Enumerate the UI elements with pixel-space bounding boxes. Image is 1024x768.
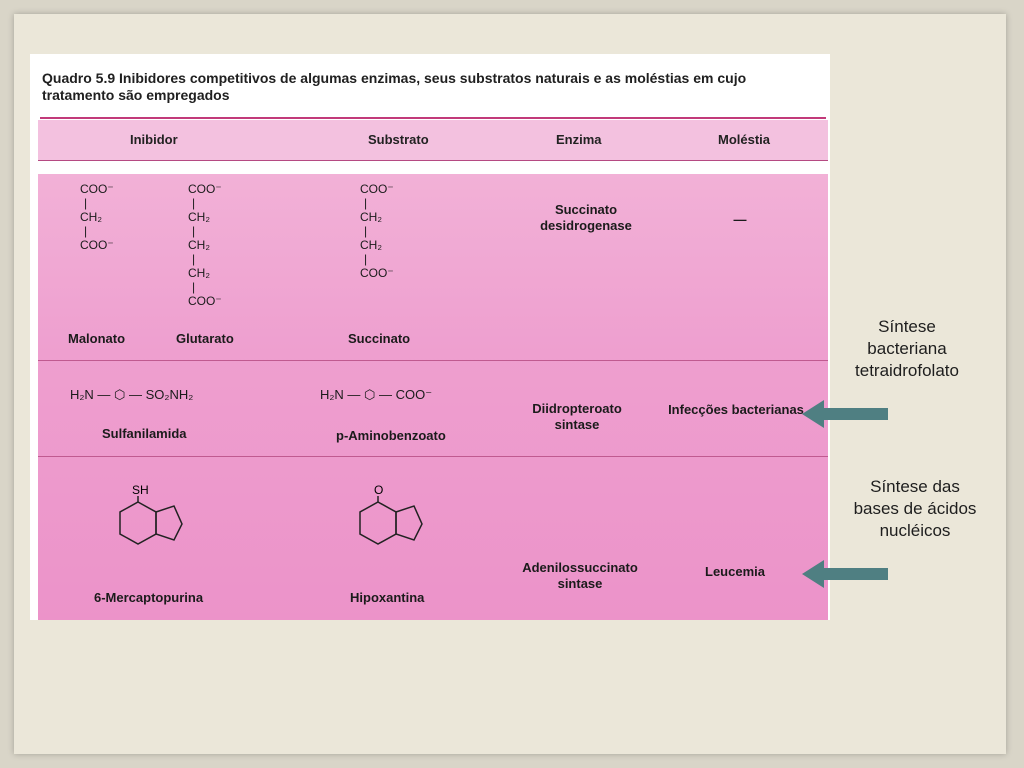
hipoxantina-label: Hipoxantina	[350, 590, 425, 605]
note-sintese-bases	[832, 476, 998, 542]
caption-text: Inibidores competitivos de algumas enzimas, seus substratos naturais e as moléstias em cujo tratamento são empregados	[42, 70, 747, 103]
malonato-structure	[80, 182, 114, 252]
top-rule	[40, 117, 826, 119]
hipoxantina-structure	[348, 482, 428, 582]
bond-line: |	[192, 196, 196, 210]
header-enzima: Enzima	[556, 132, 602, 147]
formula-line: COO⁻	[360, 182, 394, 196]
mercaptopurina-structure	[108, 482, 188, 582]
note-line: bases de ácidos	[853, 499, 977, 518]
glutarato-structure	[188, 182, 222, 308]
succinato-label: Succinato	[348, 331, 411, 346]
formula-line: COO⁻	[188, 182, 222, 196]
enzyme-adenilossuccinato-sintase: Adenilossuccinato sintase	[522, 560, 638, 591]
note-line: Síntese	[878, 317, 936, 336]
formula-line: CH₂	[80, 210, 102, 224]
row-separator	[38, 360, 828, 361]
formula-line: CH₂	[360, 238, 382, 252]
disease-leucemia: Leucemia	[705, 564, 765, 579]
formula-line: CH₂	[188, 266, 210, 280]
disease-none: —	[733, 212, 747, 227]
bond-line: |	[364, 196, 368, 210]
substituent-o: O	[374, 483, 384, 497]
note-line: tetraidrofolato	[855, 361, 959, 380]
bond-line: |	[364, 224, 368, 238]
note-line: nucléicos	[879, 521, 951, 540]
formula-line: COO⁻	[188, 294, 222, 308]
enzyme-succinato-desidrogenase: Succinato desidrogenase	[540, 202, 632, 233]
header-molestia: Moléstia	[718, 132, 771, 147]
sulfanilamida-label: Sulfanilamida	[102, 426, 187, 441]
note-sintese-bacteriana	[832, 316, 982, 382]
glutarato-label: Glutarato	[176, 331, 234, 346]
table-header	[38, 120, 828, 161]
arrow-left-icon	[802, 398, 892, 430]
bond-line: |	[192, 280, 196, 294]
formula-line: COO⁻	[360, 266, 394, 280]
formula-line: CH₂	[188, 210, 210, 224]
succinato-structure	[360, 182, 394, 280]
aminobenzoato-label: p-Aminobenzoato	[336, 428, 446, 443]
bond-line: |	[192, 252, 196, 266]
caption-label: Quadro 5.9	[42, 70, 116, 86]
formula-line: COO⁻	[80, 238, 114, 252]
bond-line: |	[364, 252, 368, 266]
note-line: Síntese das	[870, 477, 960, 496]
substituent-sh: SH	[132, 483, 149, 497]
table-caption	[42, 70, 822, 104]
arrow-left-icon	[802, 558, 892, 590]
formula-line: COO⁻	[80, 182, 114, 196]
malonato-label: Malonato	[68, 331, 126, 346]
sulfanilamida-structure: H₂N — ⬡ — SO₂NH₂	[70, 387, 194, 402]
bond-line: |	[84, 196, 88, 210]
formula-line: CH₂	[360, 210, 382, 224]
enzyme-diidropteroato-sintase: Diidropteroato sintase	[532, 401, 622, 432]
note-line: bacteriana	[867, 339, 947, 358]
header-inibidor: Inibidor	[130, 132, 178, 147]
header-substrato: Substrato	[368, 132, 429, 147]
bond-line: |	[192, 224, 196, 238]
formula-line: CH₂	[188, 238, 210, 252]
disease-infeccoes-bacterianas: Infecções bacterianas	[668, 402, 804, 417]
aminobenzoato-structure: H₂N — ⬡ — COO⁻	[320, 387, 433, 402]
mercaptopurina-label: 6-Mercaptopurina	[94, 590, 204, 605]
bond-line: |	[84, 224, 88, 238]
row-separator	[38, 456, 828, 457]
scanned-table-image	[30, 54, 830, 620]
